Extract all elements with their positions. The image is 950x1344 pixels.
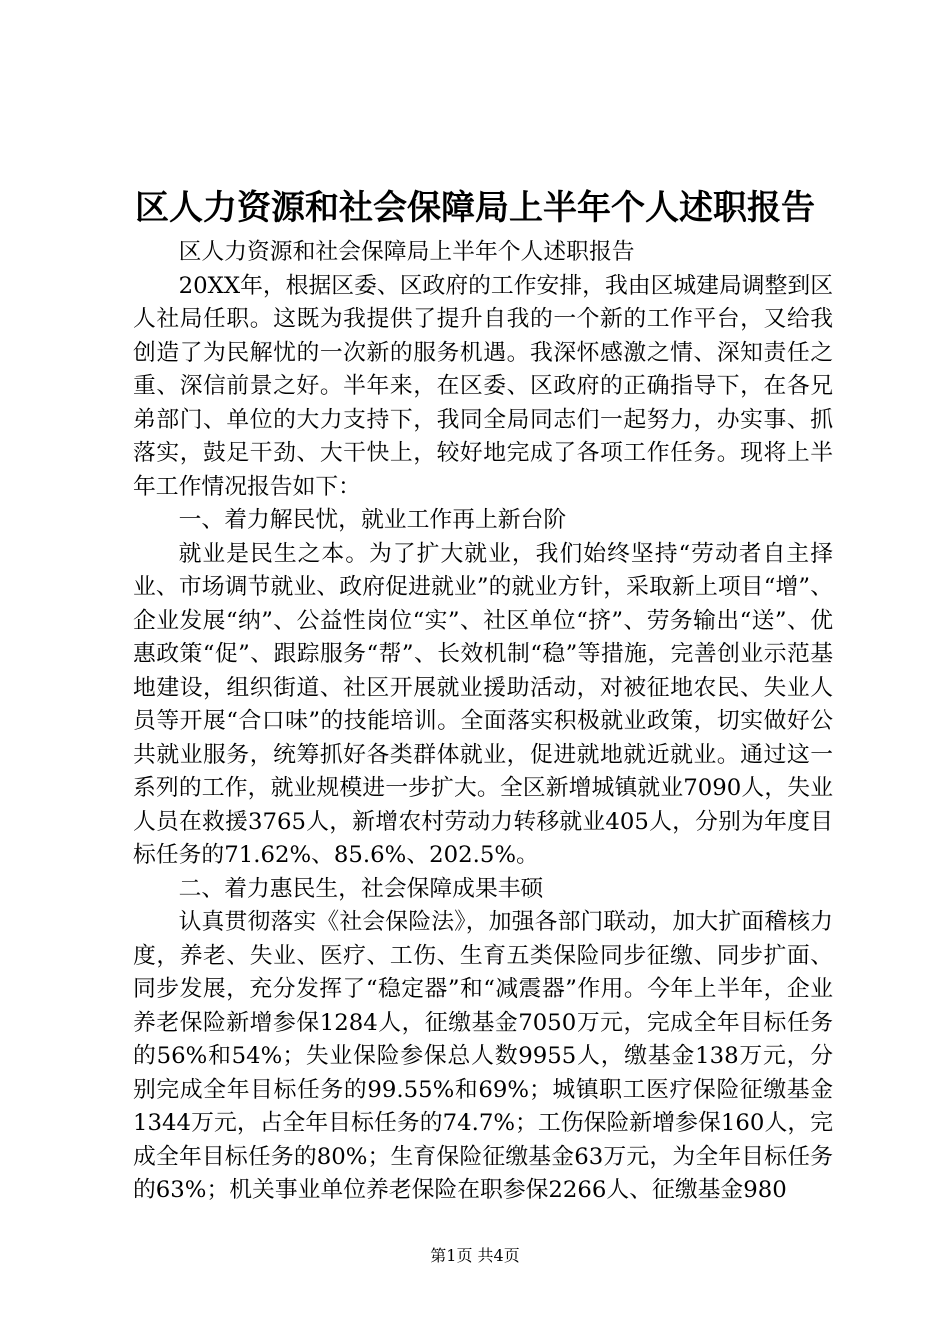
document-title: 区人力资源和社会保障局上半年个人述职报告 bbox=[135, 188, 815, 228]
page-number-footer: 第1页 共4页 bbox=[430, 1246, 520, 1265]
section-heading-2: 二、着力惠民生，社会保障成果丰硕 bbox=[178, 875, 544, 902]
section-heading-1: 一、着力解民忧，就业工作再上新台阶 bbox=[178, 507, 567, 533]
subtitle-paragraph: 区人力资源和社会保障局上半年个人述职报告 bbox=[178, 239, 635, 265]
document-body bbox=[133, 236, 833, 1208]
intro-paragraph: 20XX年，根据区委、区政府的工作安排，我由区城建局调整到区人社局任职。这既为我提供了提升自我的一个新的工作平台，又给我创造了为民解忧的一次新的服务机遇。我深怀感激之情、深知责任之重、深信前景之好。半年来，在区委、区政府的正确指导下，在各兄弟部门、单位的大力支持下，我同全局同志们一起努力，办实事、抓落实，鼓足干劲、大干快上，较好地完成了各项工作任务。现将上半年工作情况报告如下： bbox=[133, 272, 833, 500]
social-security-paragraph: 认真贯彻落实《社会保险法》，加强各部门联动，加大扩面稽核力度，养老、失业、医疗、工伤、生育五类保险同步征缴、同步扩面、同步发展，充分发挥了“稳定器”和“减震器”作用。今年上半年，企业养老保险新增参保1284人，征缴基金7050万元，完成全年目标任务的56%和54%；失业保险参保总人数9955人，缴基金138万元，分别完成全年目标任务的99.55%和69%；城镇职工医疗保险征缴基金1344万元，占全年目标任务的74.7%；工伤保险新增参保160人，完成全年目标任务的80%；生育保险征缴基金63万元，为全年目标任务的63%；机关事业单位养老保险在职参保2266人、征缴基金980 bbox=[133, 909, 833, 1203]
employment-paragraph: 就业是民生之本。为了扩大就业，我们始终坚持“劳动者自主择业、市场调节就业、政府促进就业”的就业方针，采取新上项目“增”、企业发展“纳”、公益性岗位“实”、社区单位“挤”、劳务输出“送”、优惠政策“促”、跟踪服务“帮”、长效机制“稳”等措施，完善创业示范基地建设，组织街道、社区开展就业援助活动，对被征地农民、失业人员等开展“合口味”的技能培训。全面落实积极就业政策，切实做好公共就业服务，统筹抓好各类群体就业，促进就地就近就业。通过这一系列的工作，就业规模进一步扩大。全区新增城镇就业7090人，失业人员在救援3765人，新增农村劳动力转移就业405人，分别为年度目标任务的71.62%、85.6%、202.5%。 bbox=[133, 540, 833, 868]
